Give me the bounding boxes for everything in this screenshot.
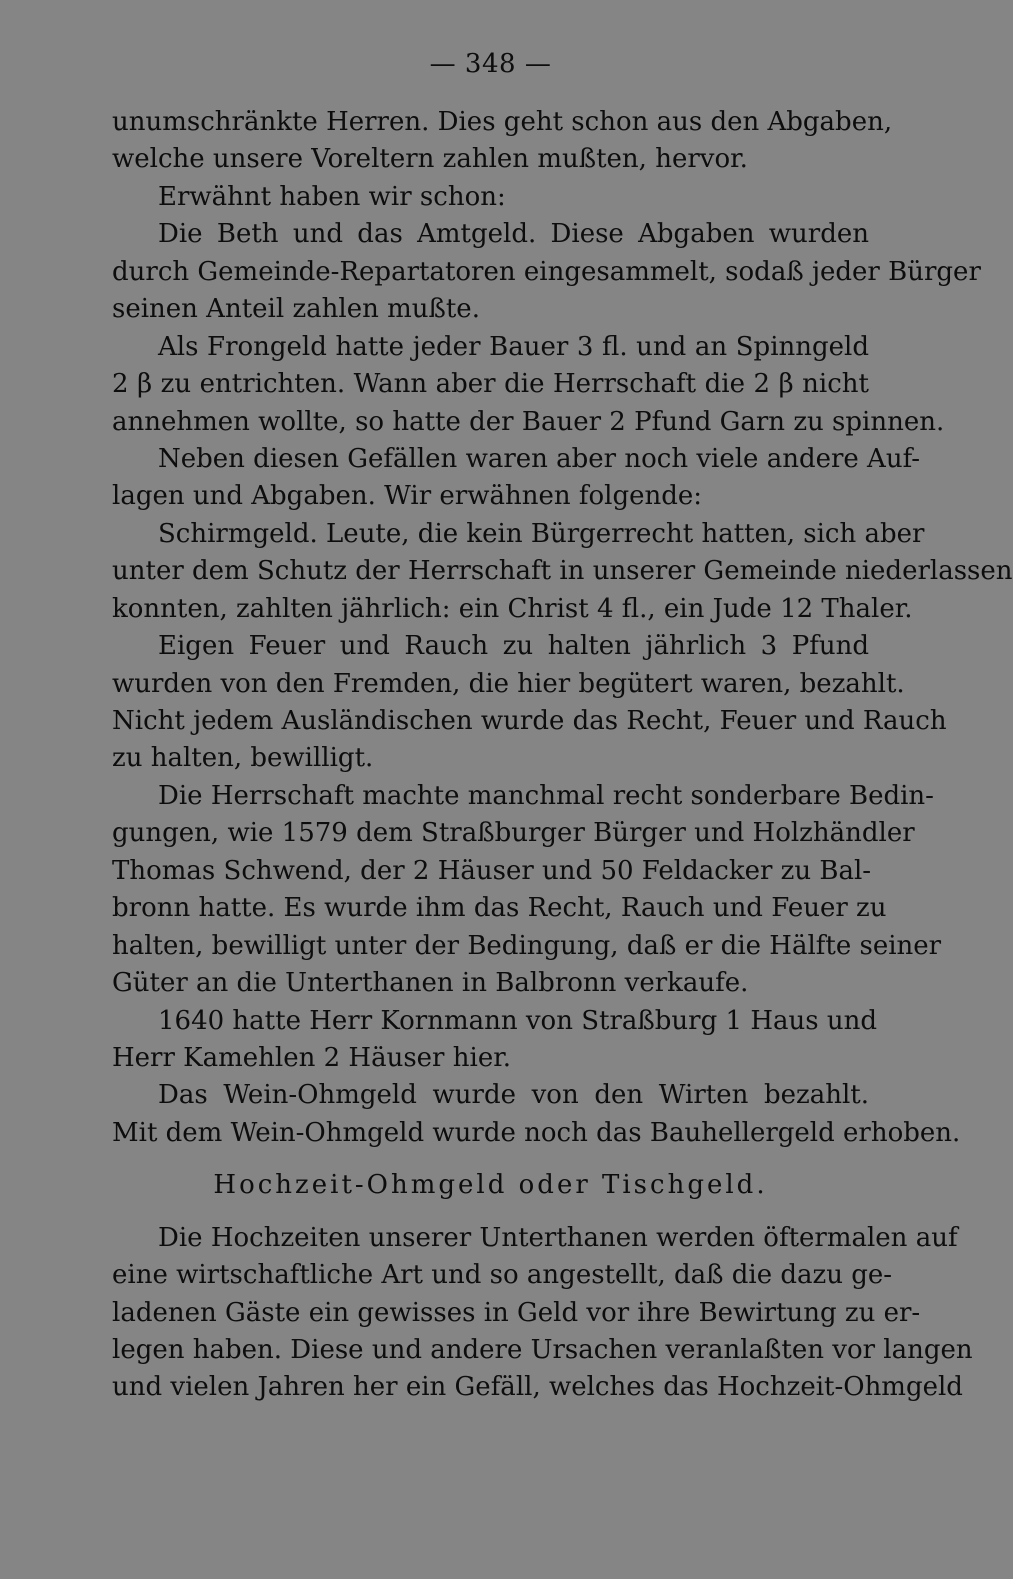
text-line: unter dem Schutz der Herrschaft in unserer Gemeinde niederlassen [112, 556, 1013, 587]
text-line: Thomas Schwend, der 2 Häuser und 50 Feldacker zu Bal- [112, 855, 872, 886]
text-line: durch Gemeinde-Repartatoren eingesammelt, sodaß jeder Bürger [112, 256, 981, 287]
section-heading: Hochzeit-Ohmgeld oder Tischgeld. [213, 1170, 768, 1201]
text-line: Nicht jedem Ausländischen wurde das Recht, Feuer und Rauch [112, 706, 947, 736]
text-line: Als Frongeld hatte jeder Bauer 3 fl. und an Spinngeld [158, 331, 869, 362]
text-line: konnten, zahlten jährlich: ein Christ 4 fl., ein Jude 12 Thaler. [112, 593, 913, 624]
text-line: legen haben. Diese und andere Ursachen veranlaßten vor langen [112, 1335, 973, 1365]
text-line: und vielen Jahren her ein Gefäll, welches das Hochzeit-Ohmgeld [112, 1372, 963, 1403]
text-line: Mit dem Wein-Ohmgeld wurde noch das Bauhellergeld erhoben. [112, 1117, 961, 1148]
text-line: annehmen wollte, so hatte der Bauer 2 Pfund Garn zu spinnen. [112, 406, 945, 437]
page-number: — 348 — [429, 49, 552, 79]
text-line: eine wirtschaftliche Art und so angestellt, daß die dazu ge- [112, 1260, 893, 1291]
text-line: unumschränkte Herren. Dies geht schon aus den Abgaben, [112, 107, 893, 137]
book-page [112, 46, 1013, 1536]
text-line: Neben diesen Gefällen waren aber noch viele andere Auf- [158, 443, 921, 474]
text-line: Eigen Feuer und Rauch zu halten jährlich 3 Pfund [158, 631, 869, 662]
text-line: Herr Kamehlen 2 Häuser hier. [112, 1042, 512, 1073]
text-line: bronn hatte. Es wurde ihm das Recht, Rauch und Feuer zu [112, 893, 887, 924]
text-line: gungen, wie 1579 dem Straßburger Bürger und Holzhändler [112, 818, 915, 849]
text-line: wurden von den Fremden, die hier begütert waren, bezahlt. [112, 668, 905, 699]
text-line: 2 β zu entrichten. Wann aber die Herrschaft die 2 β nicht [112, 369, 869, 400]
text-line: welche unsere Voreltern zahlen mußten, hervor. [112, 144, 748, 175]
text-line: Schirmgeld. Leute, die kein Bürgerrecht hatten, sich aber [158, 518, 925, 549]
text-line: Erwähnt haben wir schon: [158, 181, 506, 212]
text-block-section [112, 1220, 973, 1407]
text-line: lagen und Abgaben. Wir erwähnen folgende: [112, 481, 703, 512]
text-line: halten, bewilligt unter der Bedingung, daß er die Hälfte seiner [112, 930, 942, 961]
text-block-main [112, 104, 1013, 1152]
text-line: zu halten, bewilligt. [112, 743, 374, 774]
text-line: Die Beth und das Amtgeld. Diese Abgaben wurden [158, 219, 869, 250]
text-line: ladenen Gäste ein gewisses in Geld vor ihre Bewirtung zu er- [112, 1297, 921, 1328]
text-line: Die Hochzeiten unserer Unterthanen werden öftermalen auf [158, 1222, 958, 1253]
text-line: seinen Anteil zahlen mußte. [112, 294, 480, 325]
text-line: Güter an die Unterthanen in Balbronn verkaufe. [112, 968, 749, 999]
text-line: 1640 hatte Herr Kornmann von Straßburg 1 Haus und [158, 1005, 877, 1036]
text-line: Die Herrschaft machte manchmal recht sonderbare Bedin- [158, 780, 934, 811]
text-line: Das Wein-Ohmgeld wurde von den Wirten bezahlt. [158, 1080, 869, 1111]
